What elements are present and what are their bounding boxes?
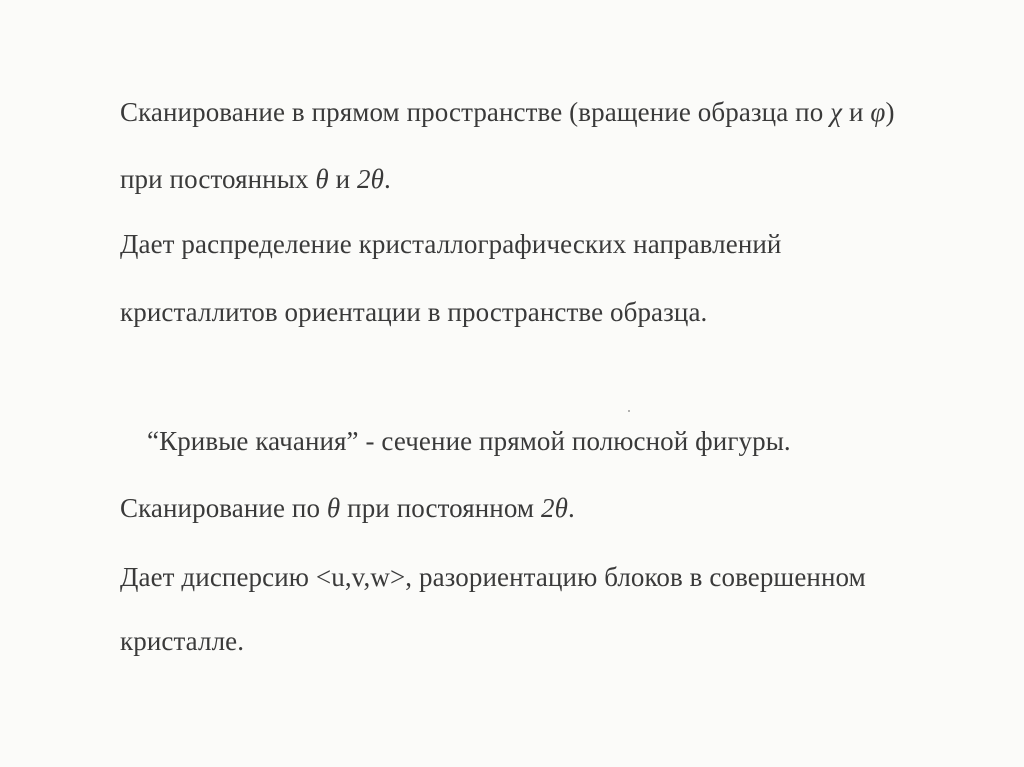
crystal-line: кристалле. [120, 626, 245, 656]
constant-angles-text: при постоянных [120, 164, 316, 194]
theta-scan-text: Сканирование по [120, 493, 327, 523]
distribution-line: Дает распределение кристаллографических направлений [120, 229, 782, 259]
theta-symbol: θ [326, 493, 341, 523]
scan-real-space-text: Сканирование в прямом пространстве (вращение образца по [120, 97, 831, 127]
period: . [384, 164, 391, 194]
rocking-curves-line: “Кривые качания” - сечение прямой полюсной фигуры. [147, 426, 791, 456]
closing-paren: ) [885, 97, 895, 127]
at-constant-text: при постоянном [340, 493, 541, 523]
phi-symbol: φ [870, 97, 886, 127]
dispersion-line: Дает дисперсию <u,v,w>, разориентацию блоков в совершенном [120, 562, 866, 592]
and-word: и [328, 164, 358, 194]
theta-symbol: θ [315, 164, 329, 194]
constant-angles-line [120, 163, 391, 195]
crystallites-line: кристаллитов ориентации в пространстве образца. [120, 297, 708, 327]
two-theta-symbol: 2θ [540, 493, 568, 523]
two-theta-symbol: 2θ [357, 164, 384, 194]
scan-speck [628, 410, 630, 412]
scan-real-space-line [120, 96, 895, 128]
period: . [567, 493, 575, 523]
theta-scan-line [120, 492, 575, 524]
chi-symbol: χ [830, 97, 843, 127]
and-word: и [842, 97, 871, 127]
